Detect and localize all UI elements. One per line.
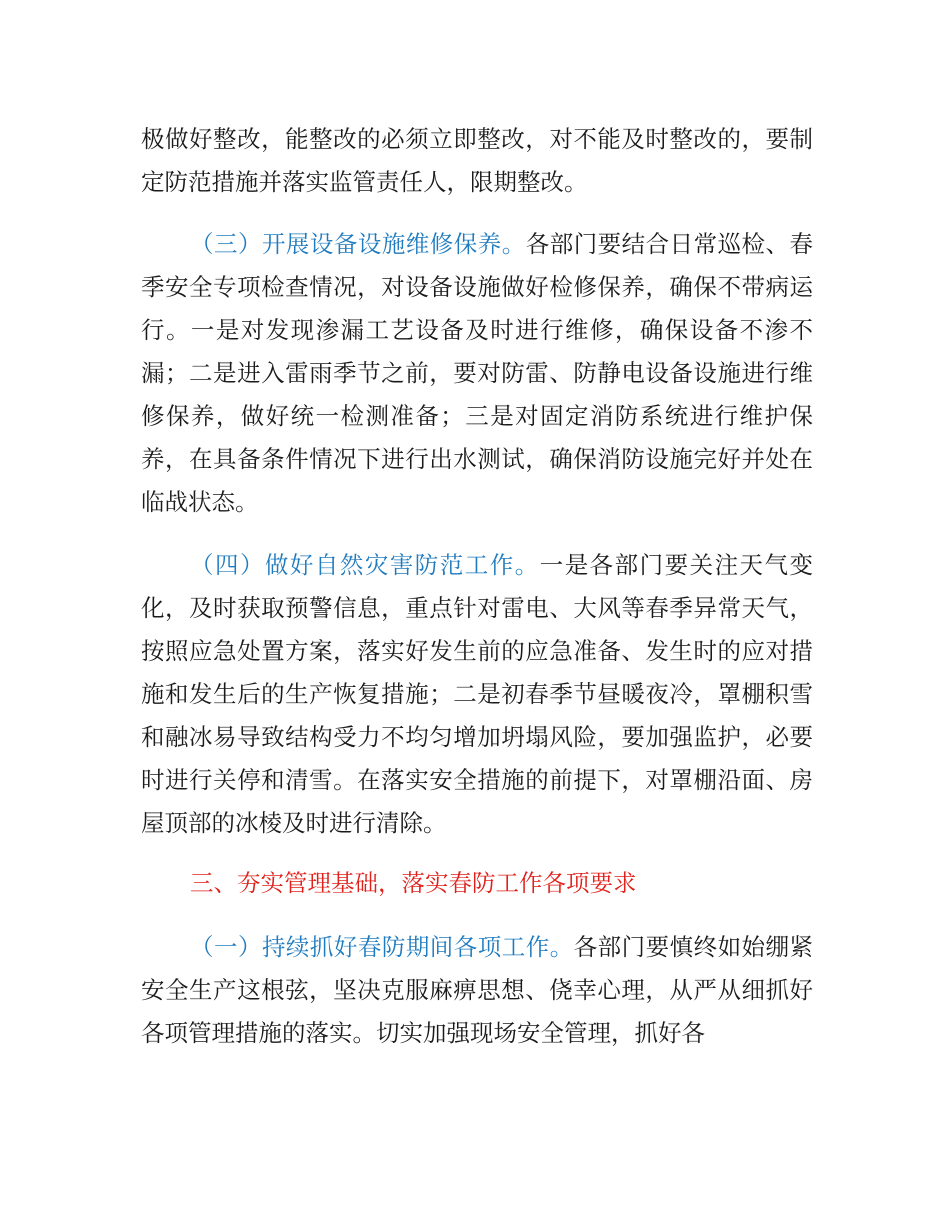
paragraph-body: 各部门要结合日常巡检、春季安全专项检查情况，对设备设施做好检修保养，确保不带病运行。一是对发现渗漏工艺设备及时进行维修，确保设备不渗不漏；二是进入雷雨季节之前，要对防雷、防静电设备设施进行维修保养，做好统一检测准备；三是对固定消防系统进行维护保养，在具备条件情况下进行出水测试，确保消防设施完好并处在临战状态。: [141, 230, 814, 516]
paragraph-body: 一是各部门要关注天气变化，及时获取预警信息，重点针对雷电、大风等春季异常天气，按照应急处置方案，落实好发生前的应急准备、发生时的应对措施和发生后的生产恢复措施；二是初春季节昼暖夜冷，罩棚积雪和融冰易导致结构受力不均匀增加坍塌风险，要加强监护，必要时进行关停和清雪。在落实安全措施的前提下，对罩棚沿面、房屋顶部的冰棱及时进行清除。: [141, 551, 814, 837]
paragraph-disaster-prevention: [141, 544, 813, 845]
subheading-disaster-prevention: （四）做好自然灾害防范工作。: [190, 551, 540, 579]
subheading-equipment-maintenance: （三）开展设备设施维修保养。: [190, 230, 526, 258]
section-heading-3: [141, 862, 813, 905]
paragraph-body: 各部门要慎终如始绷紧安全生产这根弦，坚决克服麻痹思想、侥幸心理，从严从细抓好各项管理措施的落实。切实加强现场安全管理，抓好各: [141, 933, 814, 1047]
section-heading-text: 三、夯实管理基础，落实春防工作各项要求: [190, 869, 637, 897]
paragraph-equipment-maintenance: [141, 223, 813, 524]
paragraph-body: 极做好整改，能整改的必须立即整改，对不能及时整改的，要制定防范措施并落实监管责任人，限期整改。: [141, 125, 813, 196]
paragraph-continuation: [141, 118, 813, 204]
subheading-spring-prevention-work: （一）持续抓好春防期间各项工作。: [190, 933, 574, 961]
paragraph-spring-prevention-work: [141, 926, 813, 1055]
